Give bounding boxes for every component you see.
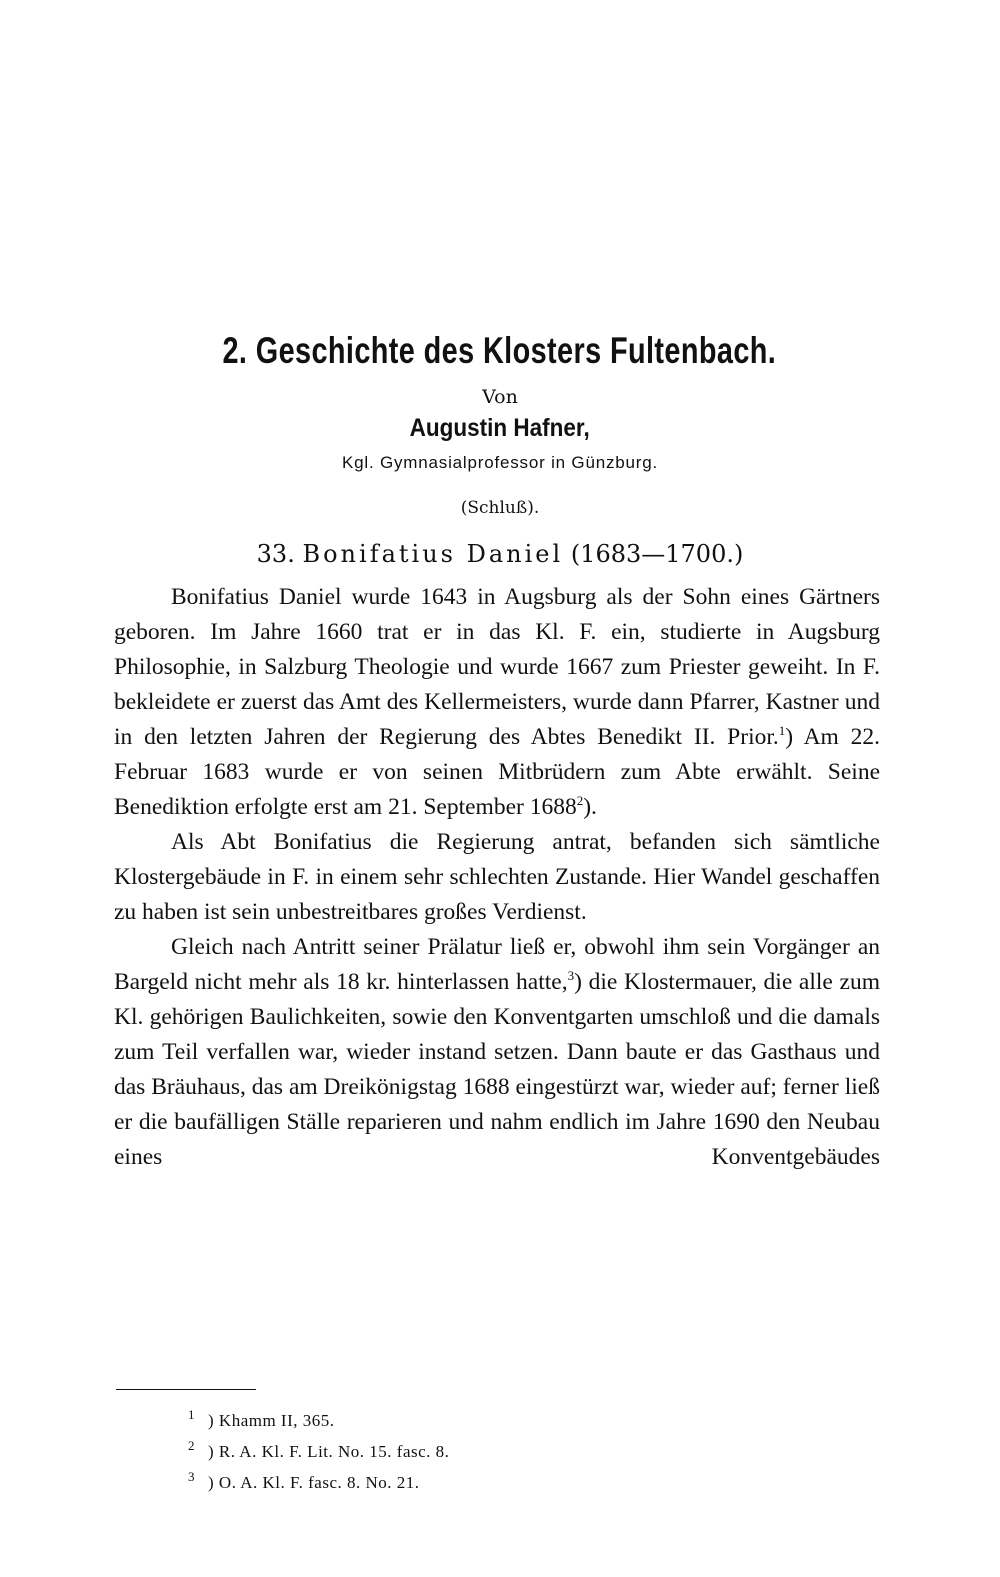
section-number: 33. [256,540,295,568]
footnote-divider [116,1389,256,1390]
paragraph-3-part-a: Gleich nach Antritt seiner Prälatur ließ er, obwohl ihm sein Vorgänger an Bargeld nicht mehr als 18 kr. hinterlassen hatte, [114,934,880,995]
paragraph-1-part-a: Bonifatius Daniel wurde 1643 in Augsburg als der Sohn eines Gärtners geboren. Im Jahre 1660 trat er in das Kl. F. ein, studierte in Augsburg Philosophie, in Salzburg Theologie und wurde 1667 zum Priester geweiht. In F. bekleidete er zuerst das Amt des Kellermeisters, wurde dann Pfarrer, Kastner und in den letzten Jahren der Regierung des Abtes Benedikt II. Prior. [114,584,880,750]
byline-von: Von [482,386,518,408]
section-heading [0,540,1000,568]
article-title: 2. Geschichte des Klosters Fultenbach. [222,330,777,371]
footnote-3: $^3$ ) O. A. Kl. F. fasc. 8. No. 21. [188,1469,420,1492]
footnote-ref-2: 2 [576,793,584,809]
paragraph-2: Als Abt Bonifatius die Regierung antrat, befanden sich sämtliche Klostergebäude in F. in einem sehr schlechten Zustande. Hier Wandel geschaffen zu haben ist sein unbestreitbares großes Verdienst. [114,829,880,925]
footnote-1: $^1$ ) Khamm II, 365. [188,1407,335,1430]
paragraph-1-part-b: ) Am 22. Februar 1683 wurde er von seinen Mitbrüdern zum Abte erwählt. Seine Benediktion erfolgte erst am 21. September 1688 [114,724,880,820]
footnote-2: $^2$ ) R. A. Kl. F. Lit. No. 15. fasc. 8. [188,1438,450,1461]
footnote-3-text: ) O. A. Kl. F. fasc. 8. No. 21. [208,1473,420,1492]
section-dates: (1683—1700.) [570,540,744,568]
author-name: Augustin Hafner, [409,414,590,442]
footnote-2-text: ) R. A. Kl. F. Lit. No. 15. fasc. 8. [208,1442,450,1461]
section-name: Bonifatius Daniel [302,540,564,568]
paragraph-1-part-c: ). [583,794,597,820]
paragraph-1 [114,580,880,825]
body-text [114,580,880,1175]
footnote-1-text: ) Khamm II, 365. [208,1411,335,1430]
paragraph-3 [114,930,880,1175]
paragraph-3-part-b: ) die Klostermauer, die alle zum Kl. gehörigen Baulichkeiten, sowie den Konventgarten umschloß und die damals zum Teil verfallen war, wieder instand setzen. Dann baute er das Gasthaus und das Bräuhaus, das am Dreikönigstag 1688 eingestürzt war, wieder auf; ferner ließ er die baufälligen Ställe reparieren und nahm endlich im Jahre 1690 den Neubau eines Konventgebäudes [114,969,880,1170]
footnote-ref-3: 3 [567,968,575,984]
footnote-ref-1: 1 [778,723,786,739]
continuation-note: (Schluß). [460,498,540,518]
author-affiliation: Kgl. Gymnasialprofessor in Günzburg. [341,453,659,472]
footnotes [188,1405,888,1498]
